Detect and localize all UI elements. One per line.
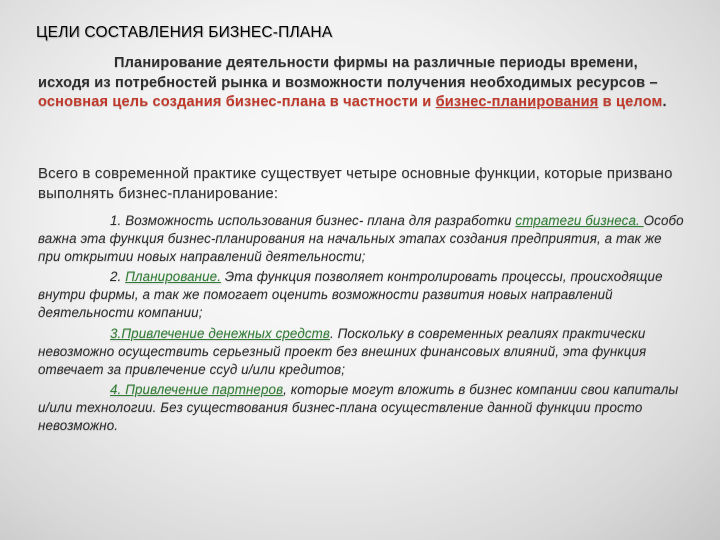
function-text: Особо важна эта функция бизнес-планирования на начальных этапах создания предприятия, а так же при открытии новых направлений деятельности; bbox=[38, 213, 684, 265]
function-text: , которые могут вложить в бизнес компании свои капиталы и/или технологии. Без существования бизнес-плана осуществление данной функции просто невозможно. bbox=[38, 381, 679, 434]
function-text: . Поскольку в современных реалиях практически невозможно осуществить серьезный проект без внешних финансовых влияний, эта функция отвечает за привлечение ссуд и/или кредитов; bbox=[38, 325, 647, 377]
function-lead: 2. bbox=[110, 269, 126, 285]
intro-text: Планирование деятельности фирмы на различные периоды времени, исходя из потребностей рынка и возможности получения необходимых ресурсов – bbox=[38, 55, 658, 91]
function-item-4 bbox=[38, 381, 688, 435]
function-highlight: 3.Привлечение денежных средств bbox=[110, 325, 330, 341]
function-highlight: Планирование. bbox=[125, 269, 222, 285]
function-lead: 1. Возможность использования бизнес- плана для разработки bbox=[110, 213, 516, 228]
functions-intro-paragraph: Всего в современной практике существует четыре основные функции, которые призвано выполнять бизнес-планирование: bbox=[38, 165, 673, 202]
intro-red-text-end: в целом bbox=[598, 94, 663, 110]
intro-paragraph bbox=[38, 54, 678, 113]
intro-red-underlined-text: бизнес-планирования bbox=[435, 94, 599, 110]
function-highlight: 4. Привлечение партнеров bbox=[110, 381, 284, 397]
function-item-1 bbox=[38, 212, 688, 266]
function-item-2 bbox=[38, 268, 688, 322]
intro-red-text: основная цель создания бизнес-плана в частности и bbox=[38, 94, 436, 110]
function-item-3 bbox=[38, 325, 688, 379]
function-text: Эта функция позволяет контролировать процессы, происходящие внутри фирмы, а так же помогает оценить возможности развития новых направлений деятельности компании; bbox=[38, 269, 663, 321]
intro-period: . bbox=[662, 94, 667, 110]
function-highlight: стратеги бизнеса. bbox=[515, 213, 644, 228]
slide-title: ЦЕЛИ СОСТАВЛЕНИЯ БИЗНЕС-ПЛАНА bbox=[36, 24, 333, 41]
functions-list bbox=[38, 212, 688, 437]
